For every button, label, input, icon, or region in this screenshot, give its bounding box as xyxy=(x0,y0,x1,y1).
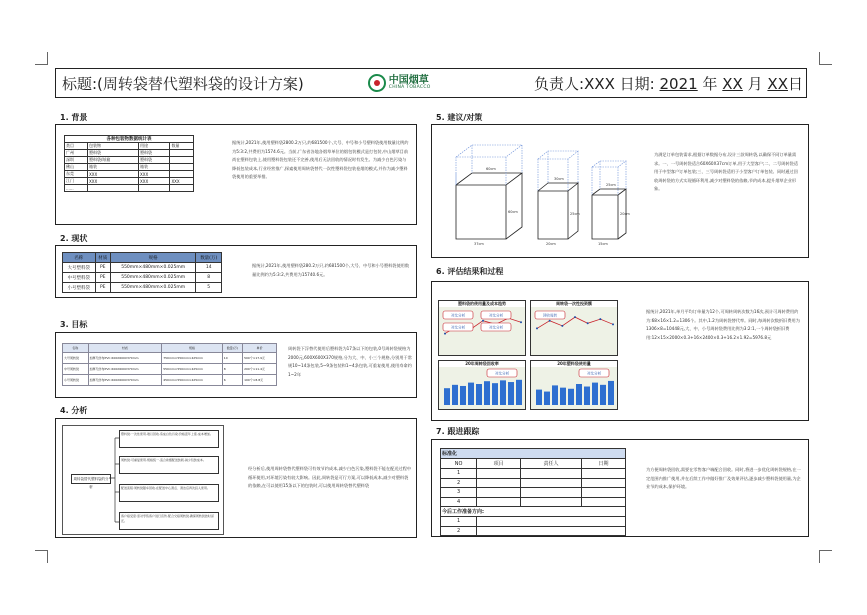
analysis-node-3: 配送流程:周转袋随车回收,在配送中心清点、清洁后再次投入使用。 xyxy=(119,484,219,502)
table-row: 2 xyxy=(441,478,626,488)
box-large-h-label: 60cm xyxy=(508,210,518,214)
table-row: 4 xyxy=(441,497,626,507)
box-medium xyxy=(538,151,578,239)
bar xyxy=(444,388,450,405)
date-year: 2021 xyxy=(659,74,698,93)
followup-section xyxy=(431,439,809,537)
analysis-node-2: 周转袋:可重复使用,规格统一,适合卷烟配送装载,减少包装成本。 xyxy=(119,456,219,474)
bar xyxy=(600,385,606,405)
eval-chart-3-plot xyxy=(439,367,526,409)
evaluation-text: 据统计,2021年,单月平均订单量为12个,可周转周转次数为16次,预计可周转费用约为:68×16×1.2=1306个。其中,1.2为周转袋替代率。同时,每周转次数折旧费用为1306×8=10448元,大、中、小号周转袋费用比例为3:2:1,一个周转袋折旧费用:12×15×2000×0.3+16×2400×0.3+16.2×1.92=5976.8元 xyxy=(646,309,800,340)
table-row: 中号周转袋 加厚无纺布PVC 600X600X370mm 550mm×550mm×425mm 8 200个×11.4元 xyxy=(63,364,277,375)
eval-chart-4-title: 20年塑料袋使用量 xyxy=(531,361,617,367)
callout-label: 对比分析 xyxy=(450,313,466,318)
background-section xyxy=(55,124,417,225)
bar xyxy=(592,383,598,405)
eval-chart-3-title: 20年周转袋回收率 xyxy=(439,361,525,367)
eval-chart-2-title: 周转袋一次性投资额 xyxy=(531,301,617,307)
date-day-unit: 日 xyxy=(787,74,803,93)
bar xyxy=(544,392,550,405)
section-title-goal: 3. 目标 xyxy=(60,320,88,329)
status-text: 据统计,2021年,使用塑料袋280.2万只,约681500个,大号、中号和小号塑料袋使用数量比例约为5:3:2,共费用为15740.6元。 xyxy=(252,263,410,277)
table-row: 江门 XXX XXX XXX xyxy=(65,178,194,185)
date-month: XX xyxy=(722,74,743,93)
suggestion-section xyxy=(431,124,809,258)
background-table xyxy=(64,135,194,192)
bar xyxy=(568,389,574,405)
box-medium-d-label: 20cm xyxy=(546,242,556,246)
table-row: 小号周转袋 加厚无纺布PVC 600X600X370mm 450mm×550mm×425mm 6 100个×8.8元 xyxy=(63,375,277,386)
box-large-d-label: 37cm xyxy=(474,242,484,246)
section-title-status: 2. 现状 xyxy=(60,234,88,243)
eval-chart-2-plot xyxy=(531,307,618,355)
eval-chart-1-plot xyxy=(439,307,526,355)
callout-label: 对比分析 xyxy=(488,313,504,318)
data-point xyxy=(612,323,614,325)
eval-chart-1 xyxy=(438,300,526,356)
eval-chart-2 xyxy=(530,300,618,356)
followup-text: 为方便周转袋回收,需要在零售客户端配合回收。同时,将进一步优化周转袋规格,在一定范围内推广使用,并在后续工作中做好推广及效果评估,逐步减少塑料袋使用量,为企业节约成本,保护环境。 xyxy=(646,467,801,489)
table-row: 中号塑料袋 PE 550mm×480mm×0.025mm 8 xyxy=(63,273,222,283)
date-label: 日期: xyxy=(619,74,655,93)
callout-label: 回收周转 xyxy=(542,313,558,318)
responsible-label: 负责人: xyxy=(534,74,585,93)
goal-table: 名称 材质 规格 数量(万) 单价 大号周转袋 加厚无纺布PVC 600X600X370mm 750mm×550mm×425mm 10 500个×17.9元 中号周转袋 加厚无纺布PVC 600X600X370mm 550mm×550mm×425mm 8 200个×11.4元 小号周转袋 加厚无纺布PVC 600X600X370mm 450mm×550mm×425mm 6 100个×8.8元 xyxy=(62,343,277,386)
goal-text: 周转袋下浮替代使用后塑料袋为17条以下的包装,0号周转袋规格为2000元,600X600X370规格,分为大、中、小三个规格,分别用于常规10~14条包装,5~9条包装和1~4条包装,可重复使用,使用寿命约1~2年 xyxy=(288,346,412,377)
table-row: 东莞 XXX XXX xyxy=(65,171,194,178)
box-large-w-label: 60cm xyxy=(486,167,496,171)
header-meta xyxy=(534,73,806,94)
table-row: 1 xyxy=(441,517,626,527)
data-point xyxy=(587,322,589,324)
callout-label: 对比分析 xyxy=(494,371,510,376)
background-text: 据统计,2021年,使用塑料袋2800.2万只,约681500个,大号、中号和小号塑料袋使用数量比例约为5:3:2,共费用为1574.6元。当前,广东省各地各烟草单位的烟包装模式是打包装,中山烟草目前尚在塑料包装上,使用塑料袋包装还不完善,使用后无法回收的情况时有发生。为减少白色污染与降低包装成本,行业经营推广,探索使用周转袋替代一次性塑料袋包装卷烟的模式,并作为减少塑料袋使用的重要举措。 xyxy=(232,140,409,179)
bar xyxy=(484,381,490,405)
callout-label: 对比分析 xyxy=(488,325,504,330)
crop-mark-bottom-left xyxy=(35,550,48,563)
table-row: 大号塑料袋 PE 550mm×480mm×0.025mm 14 xyxy=(63,263,222,273)
data-point xyxy=(520,321,522,323)
box-small-d-label: 15cm xyxy=(598,242,608,246)
table-row: 深圳 塑料袋/纸箱 塑料袋 xyxy=(65,157,194,164)
data-point xyxy=(574,316,576,318)
bar xyxy=(460,386,466,405)
bar xyxy=(500,380,506,405)
date-year-unit: 年 xyxy=(702,74,718,93)
bar xyxy=(468,383,474,405)
box-medium-h-label: 25cm xyxy=(570,212,580,216)
report-header xyxy=(55,68,807,98)
bar xyxy=(552,385,558,405)
bar xyxy=(476,384,482,405)
background-table-caption: 各种包装物数据统计表 xyxy=(65,136,194,143)
analysis-text: 经分析后,使用周转袋替代塑料袋可有效节约成本,减少白色污染,塑料袋不能在配送过程中循环使用,对环境污染有较大影响。因此,周转袋是可行方案,可以降低成本,减少对塑料袋的依赖,在可以使用15条以下的包装时,可以使用周转袋替代塑料袋 xyxy=(248,466,412,488)
followup-todo-label: 今后工作准备方向: xyxy=(441,507,626,517)
data-point xyxy=(482,320,484,322)
bar xyxy=(492,383,498,405)
analysis-tree xyxy=(62,425,224,535)
section-title-evaluation: 6. 评估结果和过程 xyxy=(436,267,504,276)
goal-section xyxy=(55,332,417,398)
responsible-value: XXX xyxy=(584,74,615,93)
eval-chart-3 xyxy=(438,360,526,410)
suggestion-text: 为满足订单包装需求,根据订单数据分布,设计三款周转袋,以确保不同订单量需求。一、一号周转袋适合60X60X37cm订单,用于大型客户;二、二号周转袋适用于中型客户订单包装;三、三号周转袋适用于小型客户订单包装。同时通过回收周转袋的方式实现循环利用,减少对塑料袋的依赖,节约成本,提升烟草企业形象。 xyxy=(654,152,798,191)
bar xyxy=(516,380,522,405)
report-title: 标题:(周转袋替代塑料袋的设计方案) xyxy=(62,74,304,93)
section-title-suggestion: 5. 建议/对策 xyxy=(436,113,483,122)
bar xyxy=(536,390,542,405)
data-point xyxy=(561,325,563,327)
table-row: 大号周转袋 加厚无纺布PVC 600X600X370mm 750mm×550mm×425mm 10 500个×17.9元 xyxy=(63,353,277,364)
data-point xyxy=(444,333,446,335)
bar xyxy=(608,381,614,405)
logo-en-text: CHINA TOBACCO xyxy=(388,84,431,90)
box-small-w-label: 25cm xyxy=(606,183,616,187)
table-row: ...... xyxy=(65,185,194,192)
analysis-node-4: 客户接受度:需对零售客户进行宣传,配合交接周转袋,确保周转袋按时返还。 xyxy=(119,512,219,530)
followup-plan-table: 标准化 NO 项目 责任人 日期 1 2 3 4 今后工作准备方向: 1 2 xyxy=(440,448,626,536)
data-point xyxy=(549,320,551,322)
data-point xyxy=(536,327,538,329)
evaluation-section xyxy=(431,281,809,421)
callout-label: 对比分析 xyxy=(450,325,466,330)
logo-emblem-icon xyxy=(368,74,386,92)
crop-mark-top-left xyxy=(35,52,48,65)
china-tobacco-logo xyxy=(368,74,431,92)
status-section xyxy=(55,245,417,298)
eval-chart-4 xyxy=(530,360,618,410)
bar xyxy=(452,385,458,405)
table-row: 1 xyxy=(441,469,626,479)
crop-mark-bottom-right xyxy=(819,550,832,563)
date-month-unit: 月 xyxy=(747,74,763,93)
bag-size-diagram xyxy=(450,143,640,247)
bar xyxy=(584,387,590,405)
analysis-root-node: 周转袋替代塑料袋的分析 xyxy=(71,474,111,484)
eval-chart-1-title: 塑料袋的使用量及成本趋势 xyxy=(439,301,525,307)
section-title-analysis: 4. 分析 xyxy=(60,406,88,415)
eval-chart-4-plot xyxy=(531,367,618,409)
box-small-h-label: 20cm xyxy=(620,212,630,216)
followup-plan-label: 标准化 xyxy=(441,449,626,459)
analysis-section xyxy=(55,418,417,538)
bar xyxy=(560,388,566,405)
table-row: 2 xyxy=(441,526,626,536)
box-large xyxy=(456,145,522,239)
logo-cn-text: 中国烟草 xyxy=(388,74,429,86)
analysis-node-1: 塑料袋:一次性使用,难以回收,造成白色污染;价格逐年上涨,成本增加。 xyxy=(119,430,219,448)
status-table: 名称 材质 规格 数量(万) 大号塑料袋 PE 550mm×480mm×0.025mm 14 中号塑料袋 PE 550mm×480mm×0.025mm 8 小号塑料袋 PE 550mm×480mm×0.025mm 5 xyxy=(62,252,222,293)
callout-label: 对比分析 xyxy=(586,371,602,376)
box-small xyxy=(592,161,626,239)
table-row: 广州 塑料袋 塑料袋 xyxy=(65,150,194,157)
bar xyxy=(508,382,514,405)
table-row: 类目 包装物 用途 数量 xyxy=(65,143,194,150)
table-row: 3 xyxy=(441,488,626,498)
crop-mark-top-right xyxy=(819,52,832,65)
data-point xyxy=(599,318,601,320)
section-title-followup: 7. 跟进跟踪 xyxy=(436,427,480,436)
table-row: 小号塑料袋 PE 550mm×480mm×0.025mm 5 xyxy=(63,283,222,293)
section-title-background: 1. 背景 xyxy=(60,113,88,122)
box-medium-w-label: 30cm xyxy=(554,177,564,181)
bar xyxy=(576,384,582,405)
date-day: XX xyxy=(767,74,788,93)
table-row: 佛山 箱装 箱装 xyxy=(65,164,194,171)
